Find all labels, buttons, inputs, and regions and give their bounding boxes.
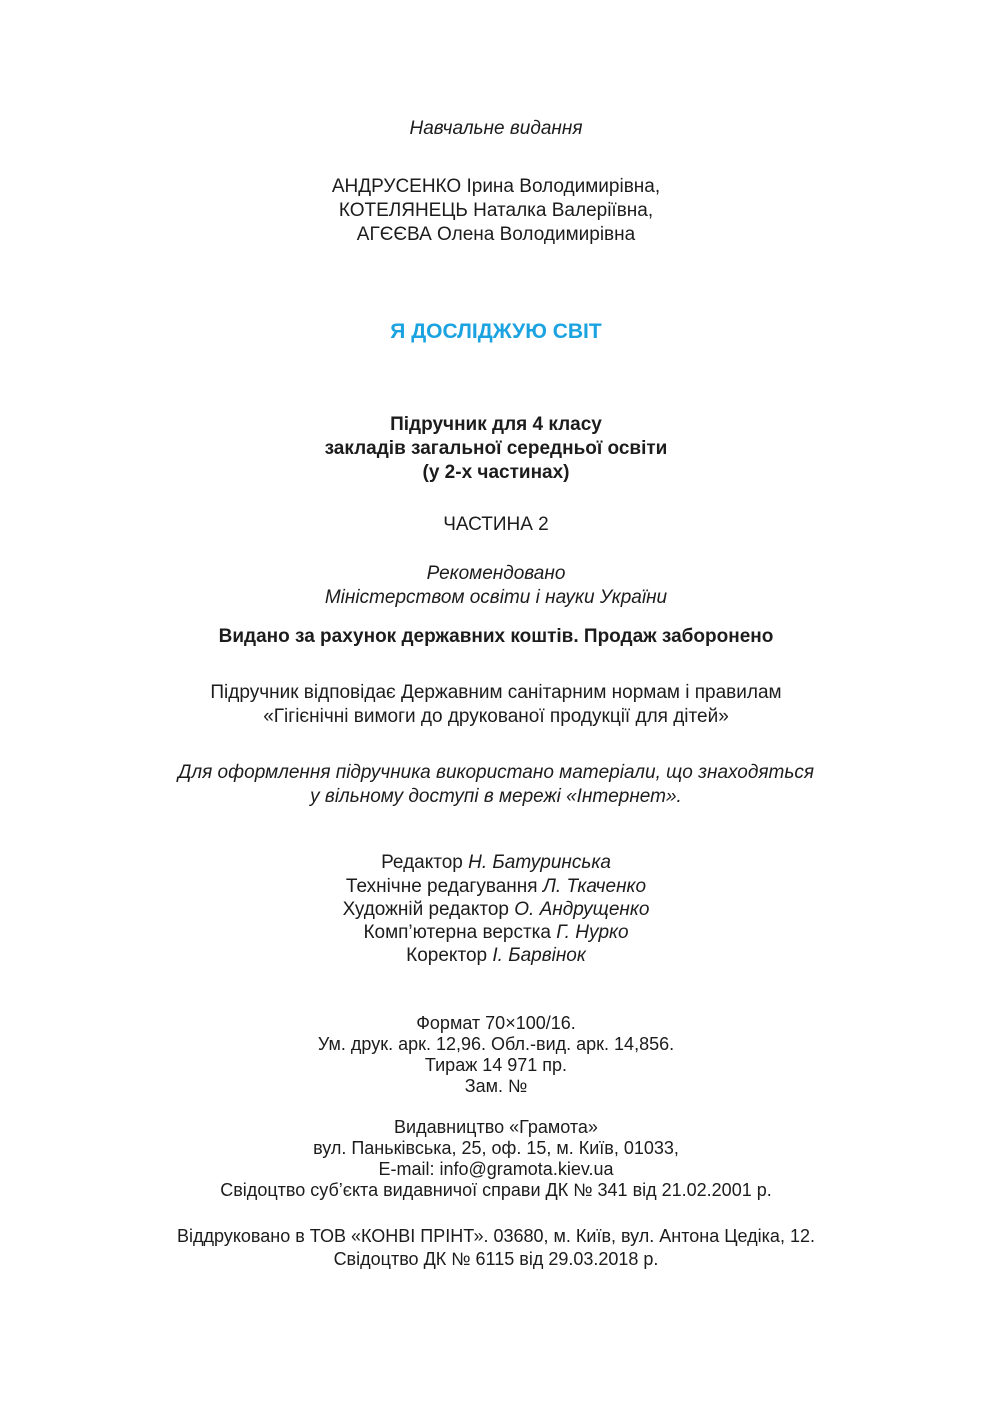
sanitary-line: Підручник відповідає Державним санітарним нормам і правилам [210,682,782,703]
author-line: АГЄЄВА Олена Володимирівна [356,224,636,245]
credit-line [0,921,992,944]
publisher-line: Свідоцтво суб’єкта видавничої справи ДК № 341 від 21.02.2001 р. [220,1180,772,1200]
credit-name: Г. Нурко [556,922,629,943]
publisher-line: E-mail: info@gramota.kiev.ua [378,1159,614,1179]
printer-line: Віддруковано в ТОВ «КОНВІ ПРІНТ». 03680, м. Київ, вул. Антона Цедіка, 12. [177,1226,815,1246]
credit-name: О. Андрущенко [514,899,650,920]
credit-role: Комп’ютерна верстка [363,922,557,943]
printer-line: Свідоцтво ДК № 6115 від 29.03.2018 р. [333,1249,659,1269]
print-spec-line: Зам. № [464,1076,528,1096]
edition-type: Навчальне видання [409,118,583,139]
sanitary-line: «Гігієнічні вимоги до друкованої продукції для дітей» [263,706,729,727]
book-title: Я ДОСЛІДЖУЮ СВІТ [390,320,602,343]
credit-role: Художній редактор [342,899,515,920]
credit-role: Коректор [406,945,493,966]
subtitle-line: закладів загальної середньої освіти [324,438,668,459]
credit-name: І. Барвінок [492,945,586,966]
print-spec-line: Ум. друк. арк. 12,96. Обл.-вид. арк. 14,856. [317,1034,675,1054]
recommendation-line: Рекомендовано [426,563,566,584]
credit-name: Н. Батуринська [468,852,611,873]
credit-role: Технічне редагування [345,876,543,897]
credit-line [0,875,992,898]
print-spec-line: Тираж 14 971 пр. [424,1055,568,1075]
subtitle-line: (у 2-х частинах) [422,462,570,483]
credit-line [0,851,992,874]
part-number: ЧАСТИНА 2 [443,514,549,535]
print-spec-line: Формат 70×100/16. [416,1013,576,1033]
author-line: КОТЕЛЯНЕЦЬ Наталка Валеріївна, [338,200,654,221]
credit-line [0,944,992,967]
credit-line [0,898,992,921]
author-line: АНДРУСЕНКО Ірина Володимирівна, [331,176,661,197]
publisher-line: вул. Паньківська, 25, оф. 15, м. Київ, 01033, [313,1138,679,1158]
subtitle-line: Підручник для 4 класу [390,414,602,435]
recommendation-line: Міністерством освіти і науки України [324,587,668,608]
publisher-line: Видавництво «Грамота» [394,1117,598,1137]
free-distribution-notice: Видано за рахунок державних коштів. Продаж заборонено [218,626,774,647]
credit-role: Редактор [381,852,469,873]
materials-note-line: у вільному доступі в мережі «Інтернет». [310,786,682,807]
materials-note-line: Для оформлення підручника використано матеріали, що знаходяться [178,762,814,783]
credit-name: Л. Ткаченко [542,876,647,897]
